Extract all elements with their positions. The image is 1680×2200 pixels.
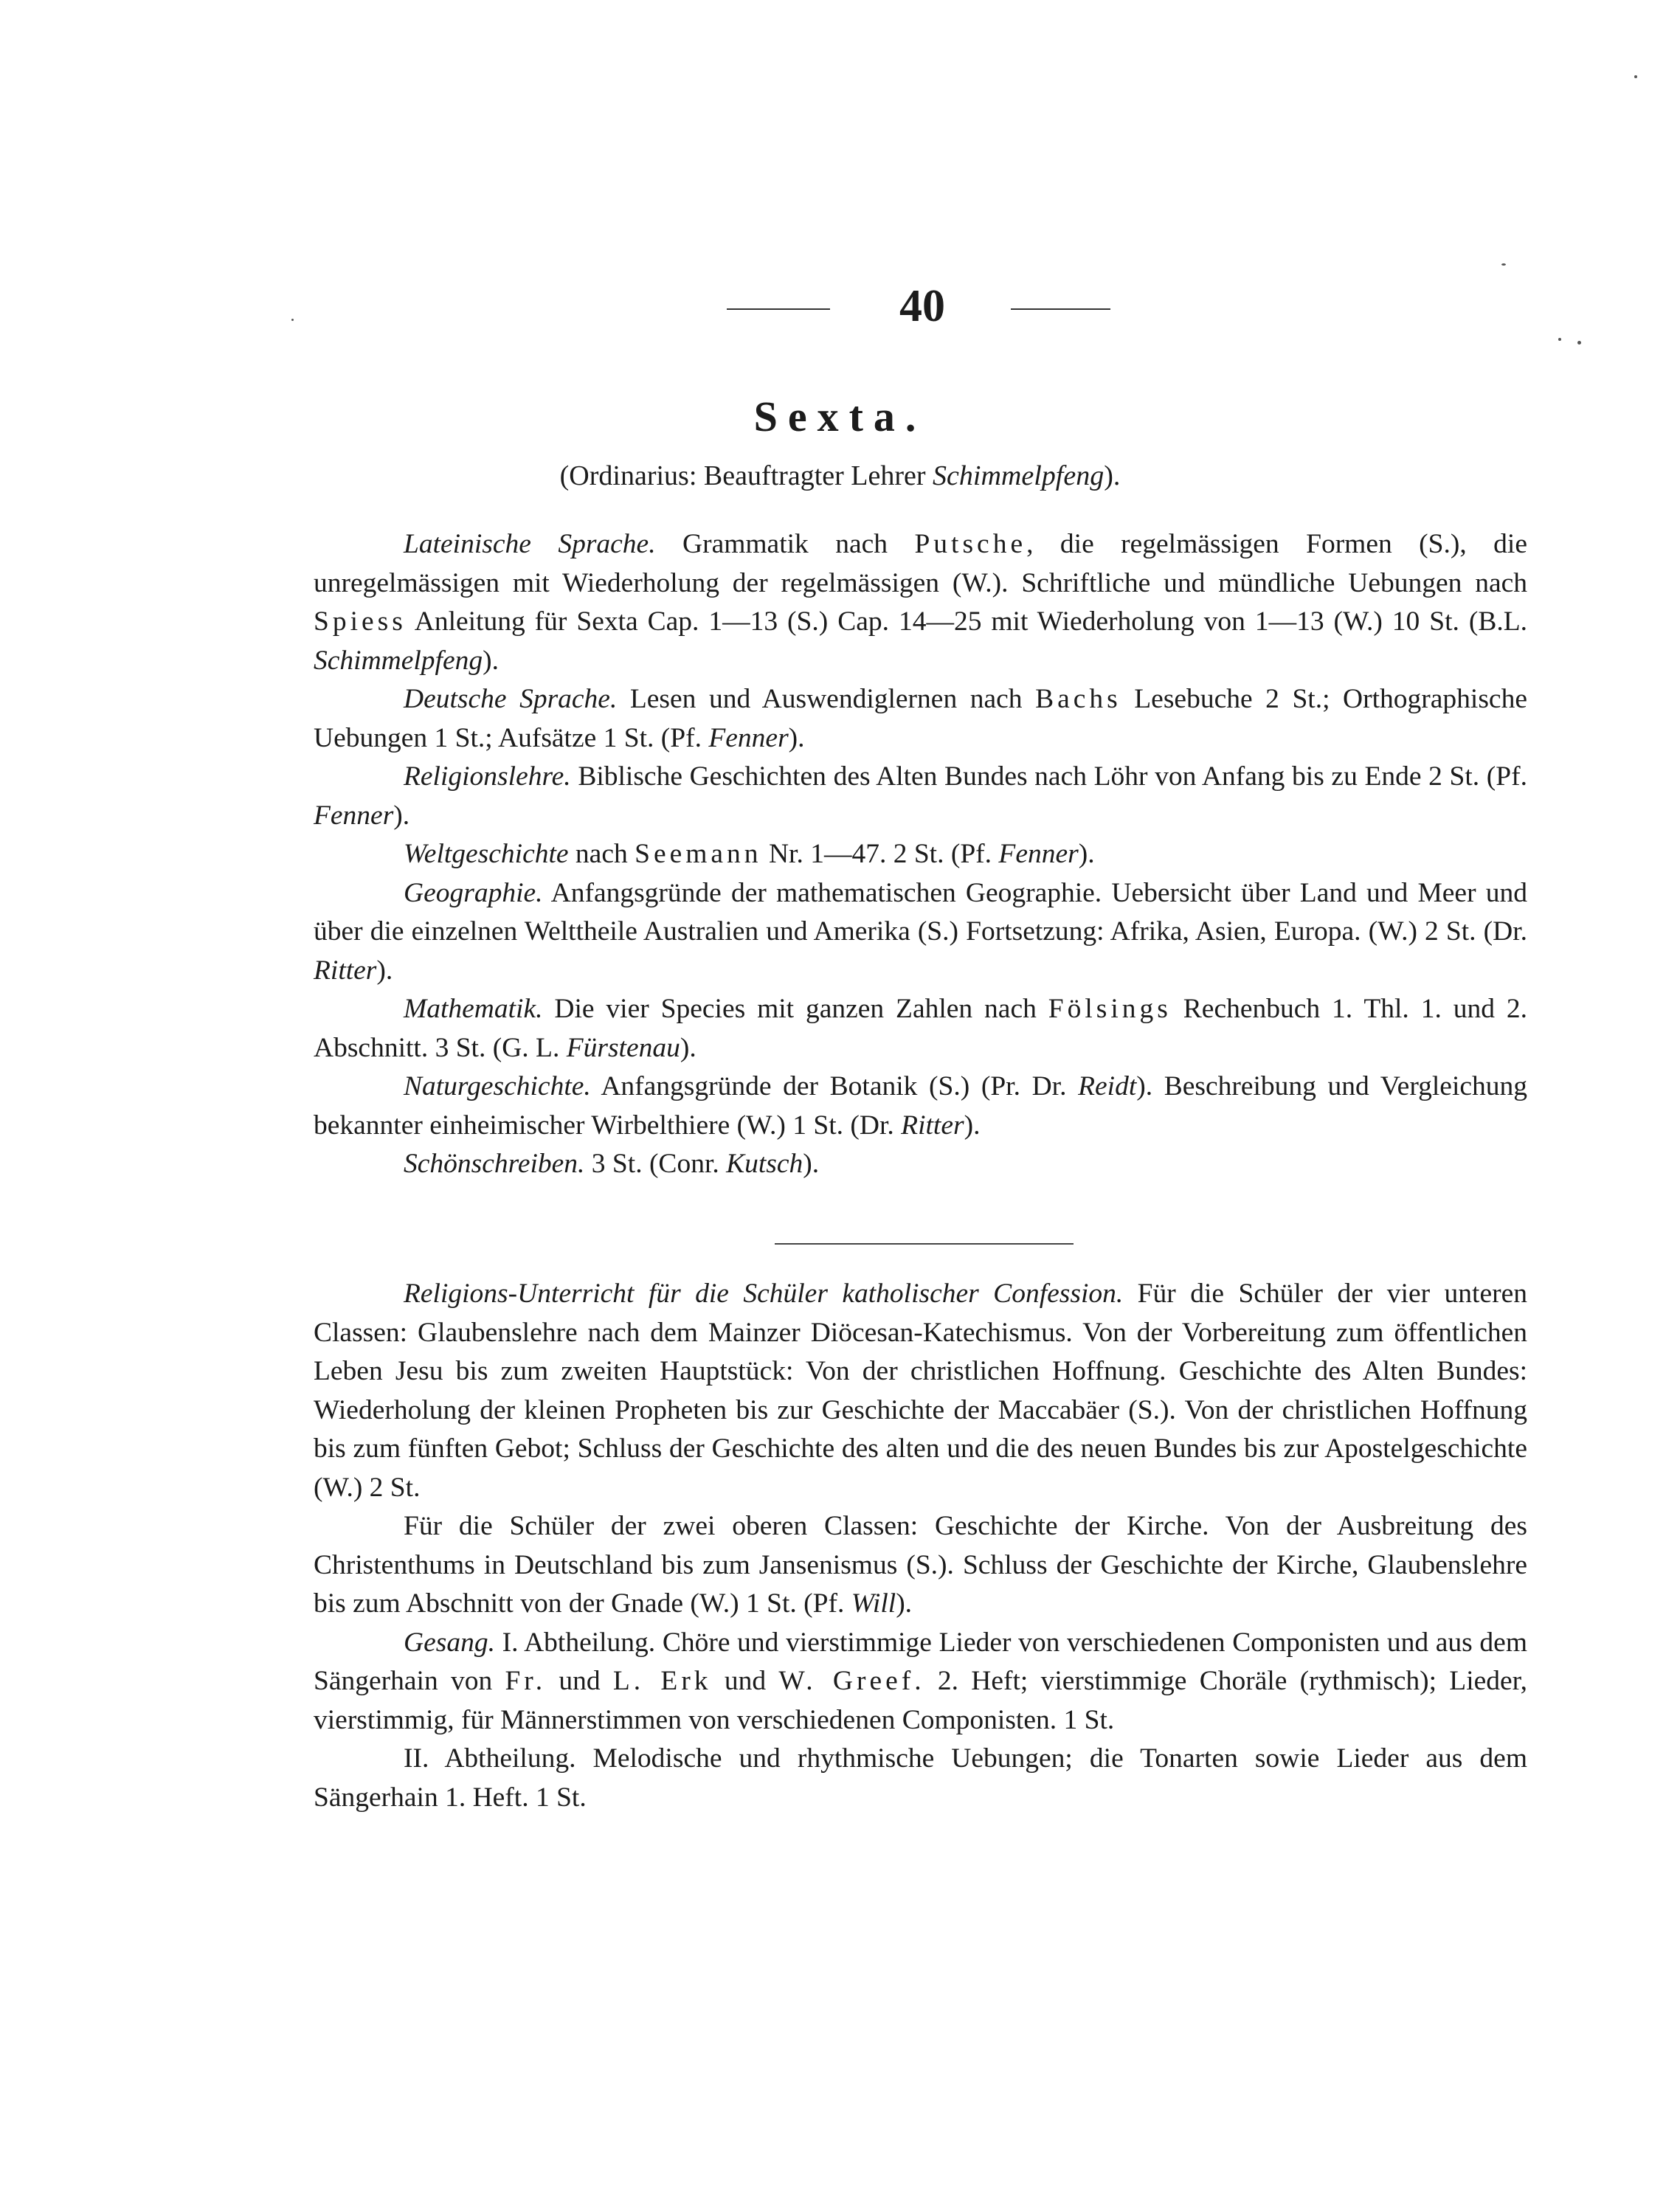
subject-paragraph bbox=[314, 525, 1527, 680]
subject-text: ). Beschreibung und Vergleichung bekannter einheimischer Wirbelthiere (W.) 1 St. (Dr. bbox=[314, 1071, 1528, 1141]
supplementary-list bbox=[314, 1275, 1527, 1817]
subject-text: ). bbox=[896, 1588, 913, 1619]
scan-speck bbox=[1558, 338, 1561, 341]
subject-label: Religionslehre. bbox=[404, 761, 571, 792]
subject-text: Für die Schüler der vier unteren Classen: Glaubenslehre nach dem Mainzer Diöcesan-Katechismus. Von der Vorbereitung zum öffentlichen Leben Jesu bis zum zweiten Hauptstück: Von der christlichen Hoffnung. Geschichte des Alten Bundes: Wiederholung der kleinen Propheten bis zur Geschichte der Maccabäer (S.). Von der christlichen Hoffnung bis zum fünften Gebot; Schluss der Geschichte des alten und die des neuen Bundes bis zur Apostelgeschichte (W.) 2 St. bbox=[314, 1279, 1527, 1503]
subject-text: ). bbox=[376, 955, 393, 986]
author-name: Bachs bbox=[1035, 684, 1121, 714]
subject-text: Lesen und Auswendiglernen nach bbox=[617, 684, 1036, 714]
subject-text: II. Abtheilung. Melodische und rhythmische Uebungen; die Tonarten sowie Lieder aus dem Sängerhain 1. Heft. 1 St. bbox=[314, 1743, 1527, 1813]
author-name: Seemann bbox=[635, 839, 762, 869]
subject-label: Weltgeschichte bbox=[404, 839, 569, 869]
subject-text: Rechenbuch 1. Thl. 1. und 2. Abschnitt. 3 St. (G. L. bbox=[314, 994, 1527, 1063]
scan-speck bbox=[291, 319, 294, 321]
subject-paragraph bbox=[314, 1145, 1527, 1184]
subject-paragraph bbox=[314, 1624, 1527, 1740]
teacher-name: Will bbox=[851, 1588, 896, 1619]
teacher-name: Reidt bbox=[1078, 1071, 1137, 1101]
subject-text: Lesebuche 2 St.; Orthographische Uebungen 1 St.; Aufsätze 1 St. (Pf. bbox=[314, 684, 1527, 753]
subject-text: Für die Schüler der zwei oberen Classen: Geschichte der Kirche. Von der Ausbreitung des Christenthums in Deutschland bis zum Jansenismus (S.). Schluss der Geschichte der Kirche, Glaubenslehre bis zum Abschnitt von der Gnade (W.) 1 St. (Pf. bbox=[314, 1511, 1527, 1619]
subject-text: 2. Heft; vierstimmige Choräle (rythmisch); Lieder, vierstimmig, für Männerstimmen von verschiedenen Componisten. 1 St. bbox=[314, 1666, 1528, 1735]
subject-text: ). bbox=[803, 1149, 820, 1179]
subject-text: Biblische Geschichten des Alten Bundes nach Löhr von Anfang bis zu Ende 2 St. (Pf. bbox=[570, 761, 1527, 792]
subject-paragraph bbox=[314, 1068, 1527, 1145]
subject-text: ). bbox=[1078, 839, 1095, 869]
author-name: Fölsings bbox=[1048, 994, 1172, 1024]
subject-text: ). bbox=[680, 1032, 696, 1063]
subject-text: 3 St. (Conr. bbox=[584, 1149, 727, 1179]
subject-text: Anfangsgründe der Botanik (S.) (Pr. Dr. bbox=[590, 1071, 1079, 1101]
subject-paragraph bbox=[314, 835, 1527, 874]
author-name: L. Erk bbox=[612, 1666, 712, 1696]
subject-paragraph bbox=[314, 758, 1527, 835]
subject-text: ). bbox=[483, 645, 499, 676]
subject-text: Die vier Species mit ganzen Zahlen nach bbox=[542, 994, 1048, 1024]
subject-label: Lateinische Sprache. bbox=[404, 529, 656, 559]
scan-speck bbox=[1501, 263, 1506, 266]
teacher-name: Schimmelpfeng bbox=[314, 645, 483, 676]
subject-text: ). bbox=[788, 722, 805, 753]
teacher-name: Ritter bbox=[314, 955, 377, 986]
author-name: Putsche bbox=[914, 529, 1027, 559]
subject-paragraph bbox=[314, 680, 1527, 758]
teacher-name: Fenner bbox=[998, 839, 1079, 869]
author-name: Fr. bbox=[505, 1666, 547, 1696]
subject-label: Geographie. bbox=[404, 877, 543, 908]
subject-label: Religions-Unterricht für die Schüler katholischer Confession. bbox=[404, 1279, 1124, 1309]
subject-label: Naturgeschichte. bbox=[404, 1071, 591, 1101]
author-name: Spiess bbox=[314, 606, 407, 637]
teacher-name: Fenner bbox=[314, 800, 394, 831]
author-name: W. Greef. bbox=[778, 1666, 925, 1696]
subject-paragraph bbox=[314, 990, 1527, 1068]
subtitle-prefix: (Ordinarius: Beauftragter Lehrer bbox=[559, 460, 933, 491]
subject-label: Gesang. bbox=[404, 1627, 495, 1658]
subject-text: Nr. 1—47. 2 St. (Pf. bbox=[761, 839, 999, 869]
scan-speck bbox=[1634, 75, 1637, 78]
teacher-name: Fürstenau bbox=[566, 1032, 680, 1063]
separator-rule bbox=[775, 1243, 1074, 1245]
subject-text: und bbox=[546, 1666, 613, 1696]
page-number: 40 bbox=[899, 281, 945, 331]
subtitle-suffix: ). bbox=[1104, 460, 1121, 491]
header-rule-left bbox=[727, 308, 830, 310]
subject-text: I. Abtheilung. Chöre und vierstimmige Lieder von verschiedenen Componisten und aus dem Sängerhain von bbox=[314, 1627, 1527, 1696]
subject-text: und bbox=[711, 1666, 779, 1696]
teacher-name: Kutsch bbox=[726, 1149, 803, 1179]
teacher-name: Ritter bbox=[901, 1110, 964, 1141]
section-title: Sexta. bbox=[753, 392, 927, 440]
subject-text: Anfangsgründe der mathematischen Geographie. Uebersicht über Land und Meer und über die einzelnen Welttheile Australien und Amerika (S.) Fortsetzung: Afrika, Asien, Europa. (W.) 2 St. (Dr. bbox=[314, 877, 1527, 947]
subject-label: Schönschreiben. bbox=[404, 1149, 585, 1179]
subject-text: Anleitung für Sexta Cap. 1—13 (S.) Cap. 14—25 mit Wiederholung von 1—13 (W.) 10 St. (B.L. bbox=[406, 606, 1527, 637]
subject-paragraph bbox=[314, 874, 1527, 991]
subtitle-name: Schimmelpfeng bbox=[933, 460, 1105, 491]
subject-list bbox=[314, 525, 1527, 1184]
subject-paragraph bbox=[314, 1275, 1527, 1507]
teacher-name: Fenner bbox=[708, 722, 789, 753]
scan-speck bbox=[1577, 341, 1581, 345]
subject-label: Deutsche Sprache. bbox=[404, 684, 618, 714]
subject-text: Grammatik nach bbox=[655, 529, 915, 559]
subject-text: ). bbox=[393, 800, 410, 831]
subject-text: , die regelmässigen Formen (S.), die unregelmässigen mit Wiederholung der regelmässigen (W.). Schriftliche und mündliche Uebungen nach bbox=[314, 529, 1527, 598]
header-rule-right bbox=[1011, 308, 1110, 310]
subject-paragraph bbox=[314, 1507, 1527, 1624]
subject-label: Mathematik. bbox=[404, 994, 543, 1024]
subtitle bbox=[0, 457, 1680, 494]
subject-paragraph bbox=[314, 1740, 1527, 1817]
subject-text: nach bbox=[568, 839, 635, 869]
subject-text: ). bbox=[964, 1110, 981, 1141]
